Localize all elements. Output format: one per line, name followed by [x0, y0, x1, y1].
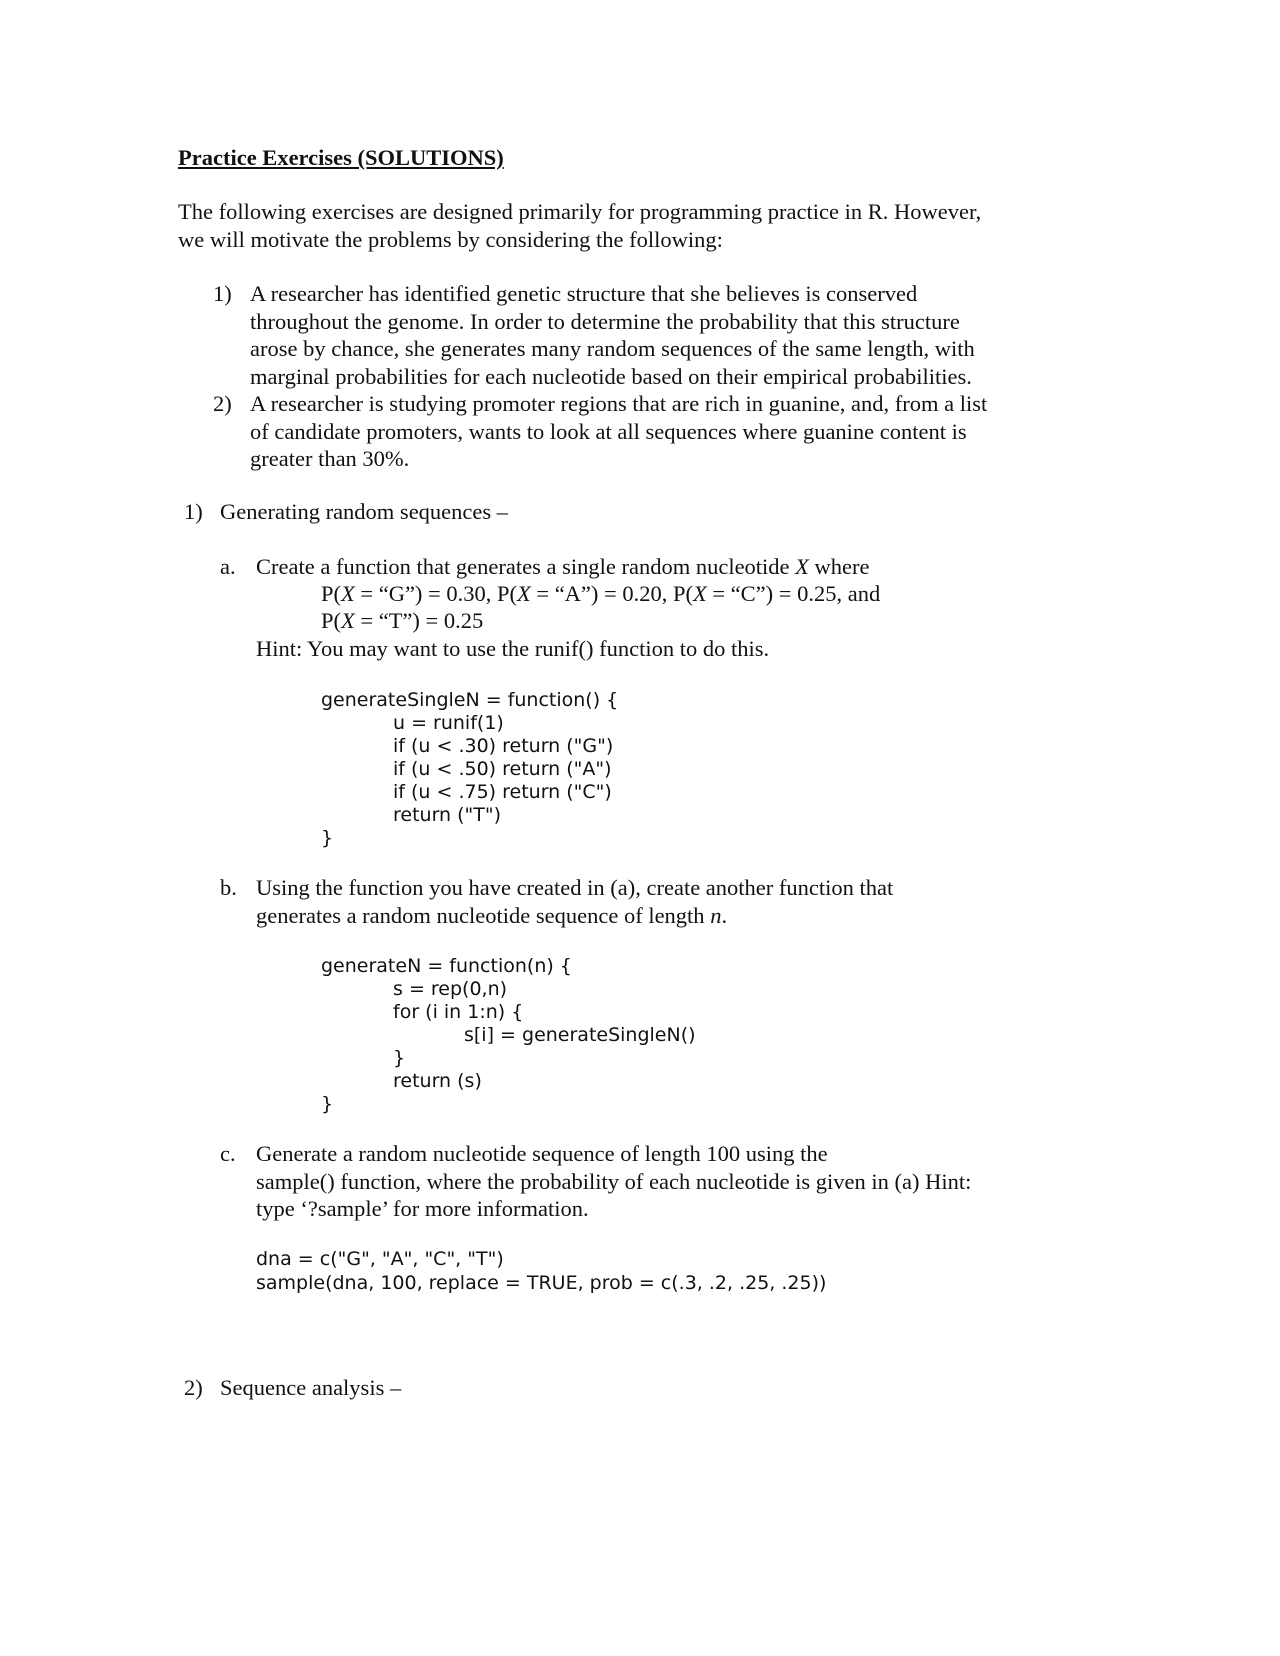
text-line: A researcher has identified genetic structure that she believes is conserved — [250, 281, 918, 306]
item-b-letter: b. — [220, 875, 237, 900]
text: Create a function that generates a single random nucleotide — [256, 554, 796, 579]
code-line: } — [321, 1093, 334, 1115]
probabilities-line-2: P(X = “T”) = 0.25 — [321, 608, 484, 633]
code-line: s[i] = generateSingleN() — [464, 1024, 696, 1046]
motivation-num-2: 2) — [213, 391, 232, 416]
code-line: return (s) — [393, 1070, 482, 1092]
motivation-num-1: 1) — [213, 281, 232, 306]
code-line: u = runif(1) — [393, 712, 504, 734]
section2-title: Sequence analysis – — [220, 1375, 402, 1400]
page-title: Practice Exercises (SOLUTIONS) — [178, 145, 504, 170]
section1-num: 1) — [184, 499, 203, 524]
code-line: if (u < .75) return ("C") — [393, 781, 612, 803]
intro-paragraph — [178, 198, 981, 253]
item-c-text: Generate a random nucleotide sequence of length 100 using the sample() function, where the probability of each nucleotide is given in (a) Hint: type ‘?sample’ for more information. — [256, 1141, 972, 1221]
item-a-letter: a. — [220, 554, 236, 579]
item-b-text: Using the function you have created in (a), create another function that generates a random nucleotide sequence of length n. — [256, 875, 894, 928]
section2-num: 2) — [184, 1375, 203, 1400]
text-line: of candidate promoters, wants to look at all sequences where guanine content is — [250, 418, 967, 444]
code-line: generateSingleN = function() { — [321, 689, 619, 711]
code-line: generateN = function(n) { — [321, 955, 572, 977]
code-line: sample(dna, 100, replace = TRUE, prob = c(.3, .2, .25, .25)) — [256, 1272, 827, 1294]
text-line: A researcher is studying promoter regions that are rich in guanine, and, from a list — [250, 391, 988, 416]
code-line: if (u < .50) return ("A") — [393, 758, 612, 780]
item-c-letter: c. — [220, 1141, 236, 1166]
motivation-item-1 — [250, 280, 975, 390]
intro-line: we will motivate the problems by considering the following: — [178, 226, 723, 252]
text-line: greater than 30%. — [250, 446, 410, 471]
section1-title: Generating random sequences – — [220, 499, 509, 524]
hint-a: Hint: You may want to use the runif() function to do this. — [256, 636, 770, 661]
code-line: dna = c("G", "A", "C", "T") — [256, 1248, 504, 1270]
text-line: marginal probabilities for each nucleotide based on their empirical probabilities. — [250, 363, 972, 389]
var-x: X — [795, 554, 809, 579]
item-a-text — [256, 553, 870, 581]
motivation-item-2 — [250, 390, 987, 473]
text: where — [808, 554, 870, 579]
intro-line: The following exercises are designed primarily for programming practice in R. However, — [178, 199, 982, 224]
code-line: return ("T") — [393, 804, 502, 826]
text-line: throughout the genome. In order to determine the probability that this structure — [250, 308, 960, 334]
code-line: if (u < .30) return ("G") — [393, 735, 614, 757]
code-line: s = rep(0,n) — [393, 978, 508, 1000]
probabilities-line: P(X = “G”) = 0.30, P(X = “A”) = 0.20, P(X = “C”) = 0.25, and — [321, 581, 881, 606]
code-line: for (i in 1:n) { — [393, 1001, 524, 1023]
code-line: } — [321, 827, 334, 849]
code-line: } — [393, 1047, 406, 1069]
text-line: arose by chance, she generates many random sequences of the same length, with — [250, 336, 975, 361]
